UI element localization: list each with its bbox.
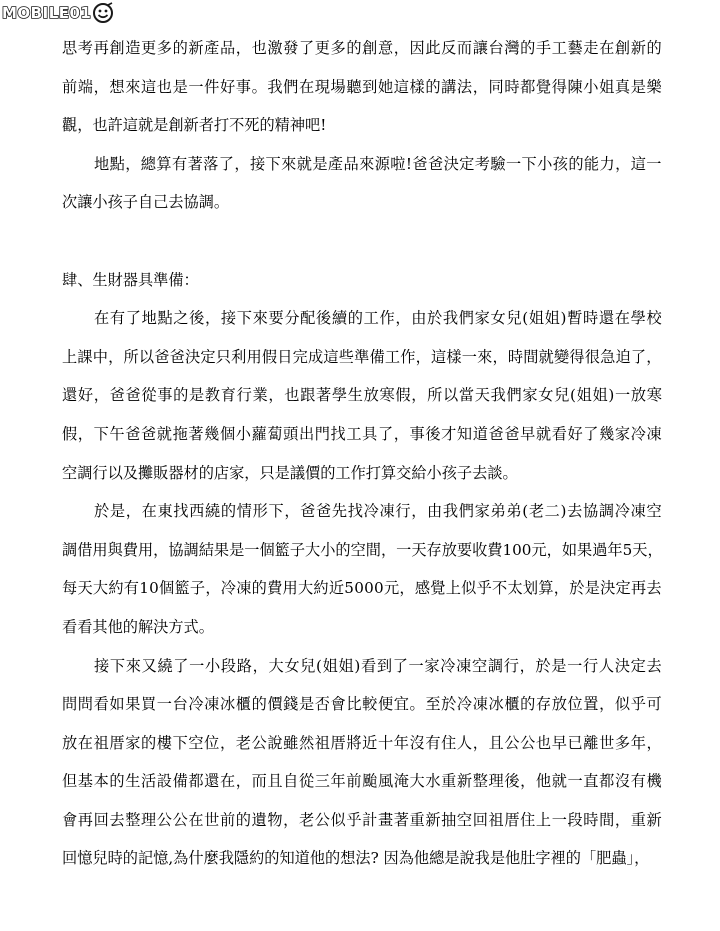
paragraph-line: 觀，也許這就是創新者打不死的精神吧! bbox=[62, 116, 327, 135]
article-body bbox=[62, 38, 662, 887]
paragraph-line: 每 天 大 約 有 1 0 個 籃 子 ， 冷 凍 的 費 用 大 約 近 5 0 0 0 元 ， 感 覺 上 似 乎 不 太 划 算 ， 於 是 決 定 再 去 bbox=[62, 579, 662, 598]
paragraph-line: 地 點 ， 總 算 有 著 落 了 ， 接 下 來 就 是 產 品 來 源 啦 ! 爸 爸 決 定 考 驗 一 下 小 孩 的 能 力 ， 這 一 bbox=[94, 154, 662, 173]
paragraph-line: 接 下 來 又 繞 了 一 小 段 路 ， 大 女 兒 ( 姐 姐 ) 看 到 了 一 家 冷 凍 空 調 行 ， 於 是 一 行 人 決 定 去 bbox=[94, 656, 662, 675]
paragraph-line: 看看其他的解決方式。 bbox=[62, 617, 214, 636]
paragraph-line: 還 好 ， 爸 爸 從 事 的 是 教 育 行 業 ， 也 跟 著 學 生 放 寒 假 ， 所 以 當 天 我 們 家 女 兒 ( 姐 姐 ) 一 放 寒 bbox=[62, 386, 662, 405]
paragraph-line: 調 借 用 與 費 用 ， 協 調 結 果 是 一 個 籃 子 大 小 的 空 間 ， 一 天 存 放 要 收 費 1 0 0 元 ， 如 果 過 年 5 天 ， bbox=[62, 540, 663, 559]
paragraph-line: 次讓小孩子自己去協調。 bbox=[62, 193, 230, 212]
paragraph-line: 放 在 祖 厝 家 的 樓 下 空 位 ， 老 公 說 雖 然 祖 厝 將 近 十 年 沒 有 住 人 ， 且 公 公 也 早 已 離 世 多 年 ， bbox=[62, 733, 662, 752]
paragraph-line: 在 有 了 地 點 之 後 ， 接 下 來 要 分 配 後 續 的 工 作 ， 由 於 我 們 家 女 兒 ( 姐 姐 ) 暫 時 還 在 學 校 bbox=[94, 309, 662, 328]
paragraph-line: 假 ， 下 午 爸 爸 就 拖 著 幾 個 小 蘿 蔔 頭 出 門 找 工 具 了 ， 事 後 才 知 道 爸 爸 早 就 看 好 了 幾 家 冷 凍 bbox=[62, 424, 662, 443]
paragraph-line: 但 基 本 的 生 活 設 備 都 還 在 ， 而 且 自 從 三 年 前 颱 風 淹 大 水 重 新 整 理 後 ， 他 就 一 直 都 沒 有 機 bbox=[62, 772, 662, 791]
paragraph-line: 會 再 回 去 整 理 公 公 在 世 前 的 遺 物 ， 老 公 似 乎 計 畫 著 重 新 抽 空 回 祖 厝 住 上 一 段 時 間 ， 重 新 bbox=[62, 810, 662, 829]
paragraph-line: 回憶兒時的記憶,為什麼我隱約的知道他的想法? 因為他總是說我是他肚字裡的「肥蟲」， bbox=[62, 849, 650, 868]
section-spacer bbox=[62, 231, 662, 270]
mobile01-smiley-icon bbox=[92, 2, 114, 24]
section-heading: 肆、生財器具準備： bbox=[62, 270, 199, 289]
paragraph-line: 問 問 看 如 果 買 一 台 冷 凍 冰 櫃 的 價 錢 是 否 會 比 較 便 宜 。 至 於 冷 凍 冰 櫃 的 存 放 位 置 ， 似 乎 可 bbox=[62, 695, 662, 714]
paragraph-line: 空調行以及攤販器材的店家，只是議價的工作打算交給小孩子去談。 bbox=[62, 463, 518, 482]
paragraph-line: 於 是 ， 在 東 找 西 繞 的 情 形 下 ， 爸 爸 先 找 冷 凍 行 ， 由 我 們 家 弟 弟 ( 老 二 ) 去 協 調 冷 凍 空 bbox=[94, 502, 662, 521]
logo-text: MOBILE01 bbox=[2, 4, 92, 22]
paragraph-line: 上 課 中 ， 所 以 爸 爸 決 定 只 利 用 假 日 完 成 這 些 準 備 工 作 ， 這 樣 一 來 ， 時 間 就 變 得 很 急 迫 了 ， bbox=[62, 347, 662, 366]
paragraph-line: 思 考 再 創 造 更 多 的 新 產 品 ， 也 激 發 了 更 多 的 創 意 ， 因 此 反 而 讓 台 灣 的 手 工 藝 走 在 創 新 的 bbox=[62, 39, 662, 57]
paragraph-line: 前 端 ， 想 來 這 也 是 一 件 好 事 。 我 們 在 現 場 聽 到 她 這 樣 的 講 法 ， 同 時 都 覺 得 陳 小 姐 真 是 樂 bbox=[62, 77, 662, 96]
site-logo[interactable] bbox=[2, 2, 114, 24]
